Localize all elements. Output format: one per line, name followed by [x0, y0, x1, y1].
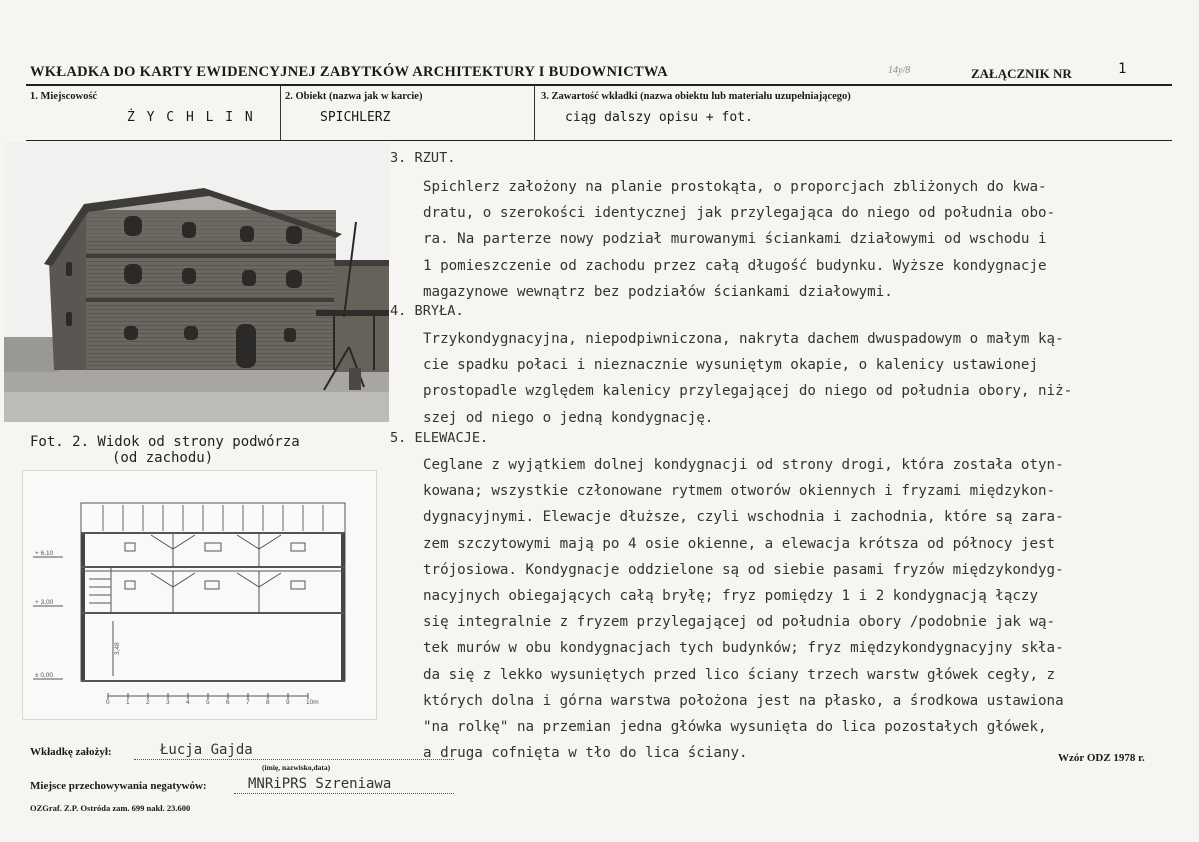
text-line: kowana; wszystkie członowane rytmem otworów okiennych i fryzami międzykon- [423, 483, 1056, 500]
field-divider [534, 86, 535, 140]
content-value: ciąg dalszy opisu + fot. [565, 110, 753, 125]
text-line: których dolna i górna warstwa położona jest na płasko, a środkowa ustawiona [423, 692, 1064, 709]
scale-number: 9 [286, 699, 290, 706]
granary-photo [4, 142, 389, 422]
storage-value: MNRiPRS Szreniawa [248, 776, 392, 792]
scale-number: 6 [226, 699, 230, 706]
text-line: a druga cofnięta w tło do lica ściany. [423, 745, 748, 762]
cross-section-svg [23, 471, 376, 719]
text-line: nacyjnych obiegających całą bryłę; fryz pomiędzy 1 i 2 kondygnacją łączy [423, 588, 1038, 605]
photo-caption-line2: (od zachodu) [112, 450, 214, 466]
text-line: tek murów w obu kondygnacjach tych budynków; fryz międzykondygnacyjny skła- [423, 640, 1064, 657]
text-line: Trzykondygnacyjna, niepodpiwniczona, nakryta dachem dwuspadowym o małym ką- [423, 331, 1064, 347]
text-line: prostopadle względem kalenicy przylegającej do niego od południa obory, niż- [423, 383, 1073, 400]
print-info: OZGraf. Z.P. Ostróda zam. 699 nakł. 23.600 [30, 803, 191, 813]
level-label-ground: ± 0,00 [35, 672, 54, 679]
locality-value: Ż Y C H L I N [127, 110, 255, 125]
scale-number: 2 [146, 699, 150, 706]
text-line: magazynowe wewnątrz bez podziałów ściankami działowymi. [423, 283, 893, 300]
cross-section-drawing [22, 470, 377, 720]
template-label: Wzór ODZ 1978 r. [1058, 752, 1145, 764]
section-text-bryla [423, 326, 1183, 431]
object-label: 2. Obiekt (nazwa jak w karcie) [285, 91, 423, 102]
storage-label: Miejsce przechowywania negatywów: [30, 780, 207, 792]
author-dotline [134, 759, 454, 760]
level-label-mid: + 3,00 [35, 599, 54, 606]
card-title: WKŁADKA DO KARTY EWIDENCYJNEJ ZABYTKÓW ARCHITEKTURY I BUDOWNICTWA [30, 64, 668, 80]
scale-number: 7 [246, 699, 250, 706]
text-line: da się z lekko wysuniętych przed lico ściany trzech warstw główek cegły, z [423, 666, 1056, 683]
header-rule [26, 84, 1172, 86]
scale-number: 1 [126, 699, 130, 706]
section-heading-rzut: 3. RZUT. [390, 150, 456, 166]
section-text-rzut [423, 174, 1183, 305]
text-line: ra. Na parterze nowy podział murowanymi ściankami działowymi od wschodu i [423, 231, 1047, 248]
text-line: 1 pomieszczenie od zachodu przez całą długość budynku. Wyższe kondygnacje [423, 257, 1047, 274]
text-line: szej od niego o jedną kondygnację. [423, 409, 714, 426]
text-line: zem szczytowymi mają po 4 osie okienne, a elewacja krótsza od północy jest [423, 535, 1056, 552]
field-divider [280, 86, 281, 140]
author-value: Łucja Gajda [160, 742, 253, 758]
scale-number: 10m [306, 699, 319, 706]
photo-caption-line1: Fot. 2. Widok od strony podwórza [30, 434, 300, 450]
locality-label: 1. Miejscowość [30, 91, 98, 102]
content-label: 3. Zawartość wkładki (nazwa obiektu lub materiału uzupełniającego) [541, 91, 851, 102]
text-line: dygnacyjnymi. Elewacje dłuższe, czyli wschodnia i zachodnia, które są zara- [423, 509, 1064, 526]
annex-label: ZAŁĄCZNIK NR [971, 66, 1072, 81]
scale-number: 0 [106, 699, 110, 706]
author-label: Wkładkę założył: [30, 746, 112, 758]
text-line: dratu, o szerokości identycznej jak przylegająca do niego od południa obo- [423, 205, 1056, 222]
author-hint: (imię, nazwisko,data) [262, 763, 331, 772]
scale-number: 8 [266, 699, 270, 706]
annex-number: 1 [1118, 61, 1127, 77]
text-line: Spichlerz założony na planie prostokąta, o proporcjach zbliżonych do kwa- [423, 179, 1047, 195]
fields-rule [26, 140, 1172, 141]
text-line: się integralnie z fryzem przylegającej od południa obory /podobnie jak wą- [423, 614, 1056, 631]
scale-number: 5 [206, 699, 210, 706]
text-line: Ceglane z wyjątkiem dolnej kondygnacji od strony drogi, która została otyn- [423, 457, 1064, 473]
granary-photo-image [4, 142, 389, 422]
level-label-top: + 6,10 [35, 550, 54, 557]
text-line: cie spadku połaci i nieznacznie wysuniętym okapie, o kalenicy ustawionej [423, 357, 1038, 374]
scale-number: 3 [166, 699, 170, 706]
handwritten-signature: 14y/8 [888, 65, 911, 76]
text-line: trójosiowa. Kondygnacje oddzielone są od siebie pasami fryzów międzykondyg- [423, 561, 1064, 578]
section-heading-elewacje: 5. ELEWACJE. [390, 430, 489, 446]
section-heading-bryla: 4. BRYŁA. [390, 303, 464, 319]
scale-number: 4 [186, 699, 190, 706]
section-text-elewacje [423, 452, 1183, 766]
object-value: SPICHLERZ [320, 110, 391, 125]
storage-dotline [234, 793, 454, 794]
dimension-label: 3,48 [114, 642, 121, 655]
text-line: "na rolkę" na przemian jedna główka wysunięta do lica pozostałych główek, [423, 719, 1047, 736]
